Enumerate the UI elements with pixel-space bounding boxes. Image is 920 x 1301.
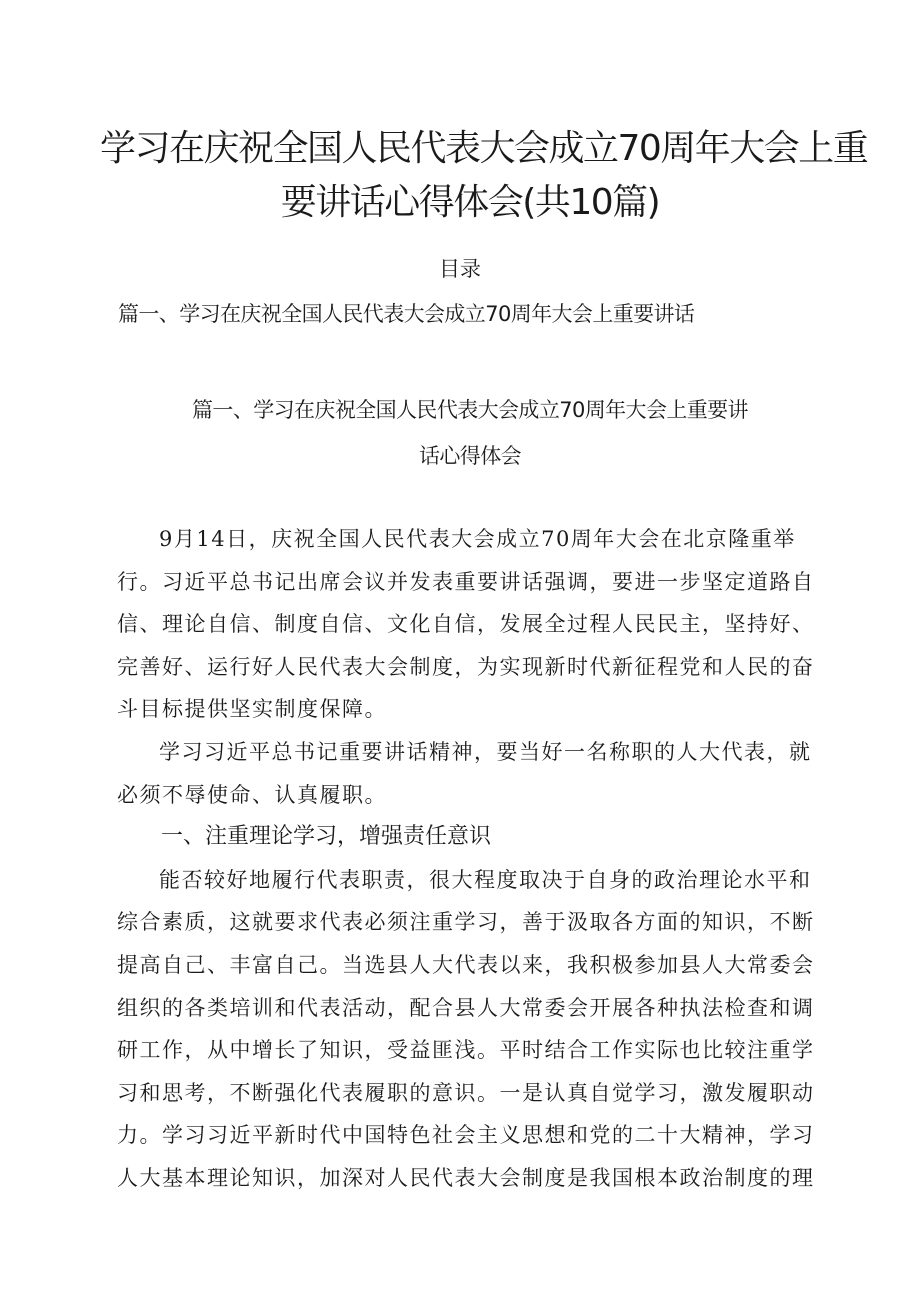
section-title-line-1: 篇一、学习在庆祝全国人民代表大会成立70周年大会上重要讲	[192, 398, 748, 422]
document-body	[117, 518, 829, 1200]
toc-entry-1[interactable]: 篇一、学习在庆祝全国人民代表大会成立70周年大会上重要讲话	[118, 302, 695, 326]
document-title-line-1: 学习在庆祝全国人民代表大会成立70周年大会上重	[100, 128, 868, 169]
body-paragraph: 能否较好地履行代表职责，很大程度取决于自身的政治理论水平和综合素质，这就要求代表必须注重学习，善于汲取各方面的知识，不断提高自己、丰富自己。当选县人大代表以来，我积极参加县人大常委会组织的各类培训和代表活动，配合县人大常委会开展各种执法检查和调研工作，从中增长了知识，受益匪浅。平时结合工作实际也比较注重学习和思考，不断强化代表履职的意识。一是认真自觉学习，激发履职动力。学习习近平新时代中国特色社会主义思想和党的二十大精神，学习人大基本理论知识，加深对人民代表大会制度是我国根本政治制度的理	[117, 867, 815, 1190]
body-paragraph: 9月14日，庆祝全国人民代表大会成立70周年大会在北京隆重举行。习近平总书记出席会议并发表重要讲话强调，要进一步坚定道路自信、理论自信、制度自信、文化自信，发展全过程人民民主，坚持好、完善好、运行好人民代表大会制度，为实现新时代新征程党和人民的奋斗目标提供坚实制度保障。	[117, 527, 815, 722]
document-title	[100, 122, 868, 230]
document-title-line-2: 要讲话心得体会(共10篇)	[280, 182, 660, 223]
section-title	[100, 387, 840, 479]
body-paragraph: 学习习近平总书记重要讲话精神，要当好一名称职的人大代表，就必须不辱使命、认真履职。	[117, 739, 812, 807]
subheading: 一、注重理论学习，增强责任意识	[161, 824, 492, 850]
toc-heading: 目录	[439, 257, 481, 281]
section-title-line-2: 话心得体会	[419, 444, 521, 468]
